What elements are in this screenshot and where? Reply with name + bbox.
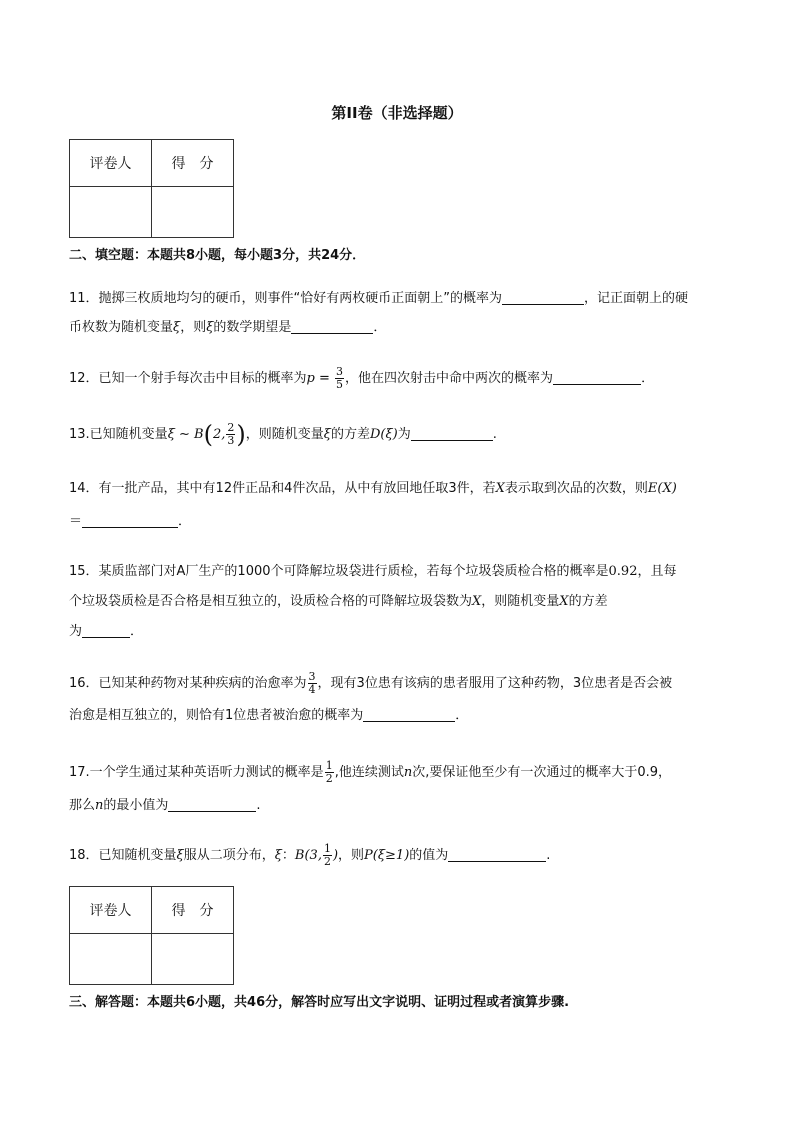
question-16-line2: 治愈是相互独立的，则恰有1位患者被治愈的概率为 ． [69, 708, 469, 723]
question-14-line1: 14．有一批产品，其中有12件正品和4件次品，从中有放回地任取3件，若X表示取到次品的次数，则E(X) [69, 481, 677, 496]
fraction: $\frac{1}{2}$ [325, 759, 333, 785]
question-13: 13.已知随机变量ξ ~ B(2, $\frac{2}{3}$ )，则随机变量ξ的方差D(ξ)为 . [69, 420, 497, 449]
score-header: 得 分 [152, 140, 234, 187]
answer-blank [448, 847, 546, 862]
answer-blank [291, 319, 373, 334]
score-cell [152, 187, 234, 238]
question-17-line1: 17.一个学生通过某种英语听力测试的概率是 $\frac{1}{2}$ ,他连续测试n次,要保证他至少有一次通过的概率大于0.9， [69, 759, 672, 785]
grader-header: 评卷人 [70, 140, 152, 187]
question-15-line3: 为 ． [69, 624, 144, 639]
question-17-line2: 那么n的最小值为 . [69, 798, 261, 813]
answer-blank [363, 707, 455, 722]
answer-blank [168, 797, 256, 812]
answer-blank [82, 513, 178, 528]
question-11-line2: 币枚数为随机变量ξ，则ξ的数学期望是 ． [69, 320, 387, 335]
answer-blank [82, 623, 130, 638]
question-15-line1: 15．某质监部门对A厂生产的1000个可降解垃圾袋进行质检，若每个垃圾袋质检合格的概率是0.92，且每 [69, 564, 677, 579]
grader-cell [70, 934, 152, 985]
question-14-line2: ＝ ． [69, 514, 192, 529]
section-title: 第II卷（非选择题） [331, 104, 463, 122]
question-12: 12．已知一个射手每次击中目标的概率为p = $\frac{3}{5}$ ，他在四次射击中命中两次的概率为 ． [69, 365, 655, 391]
part2-heading: 二、填空题：本题共8小题，每小题3分，共24分． [69, 248, 366, 263]
question-16-line1: 16．已知某种药物对某种疾病的治愈率为 $\frac{3}{4}$ ，现有3位患有该病的患者服用了这种药物，3位患者是否会被 [69, 670, 673, 696]
question-11-line1: 11．抛掷三枚质地均匀的硬币，则事件“恰好有两枚硬币正面朝上”的概率为 ，记正面朝上的硬 [69, 291, 689, 306]
grader-cell [70, 187, 152, 238]
score-table [69, 139, 234, 238]
answer-blank [502, 290, 584, 305]
fraction: $\frac{3}{4}$ [308, 670, 316, 696]
answer-blank [553, 370, 641, 385]
answer-blank [411, 426, 493, 441]
score-table-2 [69, 886, 234, 985]
question-15-line2: 个垃圾袋质检是否合格是相互独立的，设质检合格的可降解垃圾袋数为X，则随机变量X的方差 [69, 594, 608, 609]
fraction: $\frac{1}{2}$ [323, 842, 331, 868]
fraction: $\frac{3}{5}$ [336, 365, 344, 391]
fraction: $\frac{2}{3}$ [227, 421, 235, 447]
score-cell [152, 934, 234, 985]
grader-header: 评卷人 [70, 887, 152, 934]
question-18: 18．已知随机变量ξ服从二项分布，ξ：B(3, $\frac{1}{2}$ )，则P(ξ≥1)的值为 . [69, 842, 551, 868]
score-header: 得 分 [152, 887, 234, 934]
part3-heading: 三、解答题：本题共6小题，共46分，解答时应写出文字说明、证明过程或者演算步骤. [69, 995, 570, 1010]
